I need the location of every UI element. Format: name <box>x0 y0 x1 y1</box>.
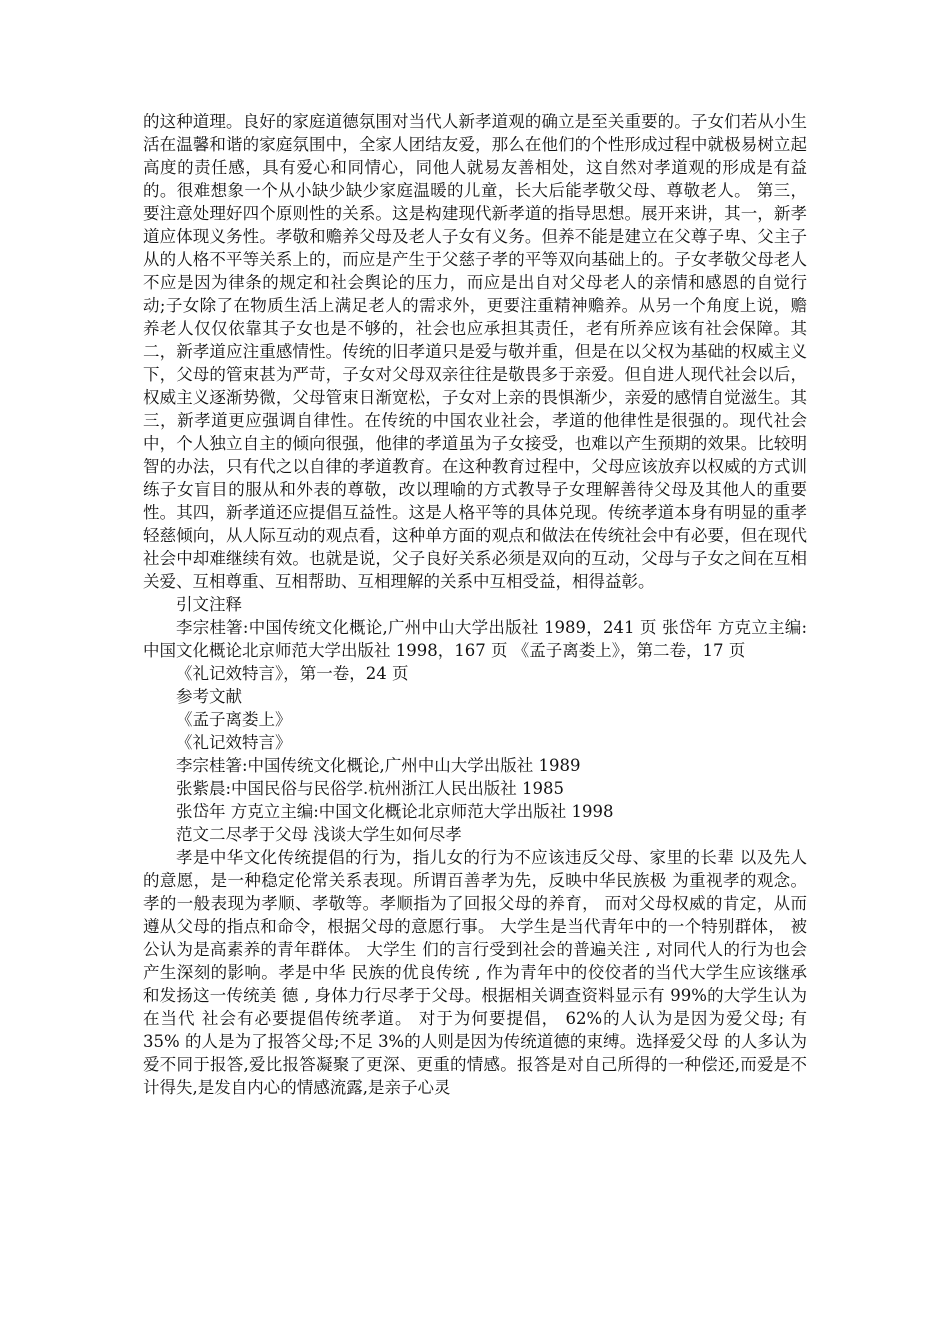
citation-notes-heading: 引文注释 <box>176 595 242 614</box>
citation-note-2: 《礼记效特言》，第一卷，24 页 <box>176 664 409 683</box>
reference-5: 张岱年 方克立主编:中国文化概论北京师范大学出版社 1998 <box>176 802 614 821</box>
body-paragraph-1: 的这种道理。良好的家庭道德氛围对当代人新孝道观的确立是至关重要的。子女们若从小生活在温馨和谐的家庭氛围中，全家人团结友爱，那么在他们的个性形成过程中就极易树立起高度的责任感，具有爱心和同情心，同他人就易友善相处，这自然对孝道观的形成是有益的。很难想象一个从小缺少缺少家庭温暖的儿童，长大后能孝敬父母、尊敬老人。 第三，要注意处理好四个原则性的关系。这是构建现代新孝道的指导思想。展开来讲，其一，新孝道应体现义务性。孝敬和赡养父母及老人子女有义务。但养不能是建立在父尊子卑、父主子从的人格不平等关系上的，而应是产生于父慈子孝的平等双向基础上的。子女孝敬父母老人不应是因为律条的规定和社会舆论的压力，而应是出自对父母老人的亲情和感恩的自觉行动;子女除了在物质生活上满足老人的需求外，更要注重精神赡养。从另一个角度上说，赡养老人仅仅依靠其子女也是不够的，社会也应承担其责任，老有所养应该有社会保障。其二，新孝道应注重感情性。传统的旧孝道只是爱与敬并重，但是在以父权为基础的权威主义下，父母的管束甚为严苛，子女对父母双亲往往是敬畏多于亲爱。但自进人现代社会以后，权威主义逐渐势微，父母管束日渐宽松，子女对上亲的畏惧渐少，亲爱的感情自觉滋生。其三，新孝道更应强调自律性。在传统的中国农业社会，孝道的他律性是很强的。现代社会中，个人独立自主的倾向很强，他律的孝道虽为子女接受，也难以产生预期的效果。比较明智的办法，只有代之以自律的孝道教育。在这种教育过程中，父母应该放弃以权威的方式训练子女盲目的服从和外表的尊敬，改以理喻的方式教导子女理解善待父母及其他人的重要性。其四，新孝道还应提倡互益性。这是人格平等的具体兑现。传统孝道本身有明显的重孝轻慈倾向，从人际互动的观点看，这种单方面的观点和做法在传统社会中有必要，但在现代社会中却难继续有效。也就是说，父子良好关系必须是双向的互动，父母与子女之间在互相关爱、互相尊重、互相帮助、互相理解的关系中互相受益，相得益彰。 <box>143 112 807 591</box>
essay-title: 范文二尽孝于父母 浅谈大学生如何尽孝 <box>176 825 462 844</box>
references-heading: 参考文献 <box>176 687 242 706</box>
body-paragraph-2: 孝是中华文化传统提倡的行为，指儿女的行为不应该违反父母、家里的长辈 以及先人的意愿，是一种稳定伦常关系表现。所谓百善孝为先，反映中华民族极 为重视孝的观念。孝的一般表现为孝顺、孝敬等。孝顺指为了回报父母的养育， 而对父母权威的肯定，从而遵从父母的指点和命令，根据父母的意愿行事。 大学生是当代青年中的一个特别群体， 被公认为是高素养的青年群体。 大学生 们的言行受到社会的普遍关注 , 对同代人的行为也会产生深刻的影响。孝是中华 民族的优良传统 , 作为青年中的佼佼者的当代大学生应该继承和发扬这一传统美 德 , 身体力行尽孝于父母。根据相关调查资料显示有 99%的大学生认为在当代 社会有必要提倡传统孝道。 对于为何要提倡， 62%的人认为是因为爱父母; 有 35% 的人是为了报答父母;不足 3%的人则是因为传统道德的束缚。选择爱父母 的人多认为爱不同于报答,爱比报答凝聚了更深、更重的情感。报答是对自己所得的一种偿还,而爱是不计得失,是发自内心的情感流露,是亲子心灵 <box>143 848 807 1097</box>
reference-2: 《礼记效特言》 <box>176 733 292 752</box>
reference-1: 《孟子离娄上》 <box>176 710 292 729</box>
reference-3: 李宗桂箸:中国传统文化概论,广州中山大学出版社 1989 <box>176 756 581 775</box>
reference-4: 张紫晨:中国民俗与民俗学.杭州浙江人民出版社 1985 <box>176 779 565 798</box>
document-page <box>143 110 807 1099</box>
citation-note-1: 李宗桂箸:中国传统文化概论,广州中山大学出版社 1989，241 页 张岱年 方克立主编:中国文化概论北京师范大学出版社 1998，167 页 《孟子离娄上》，第二卷，17 页 <box>143 618 807 660</box>
